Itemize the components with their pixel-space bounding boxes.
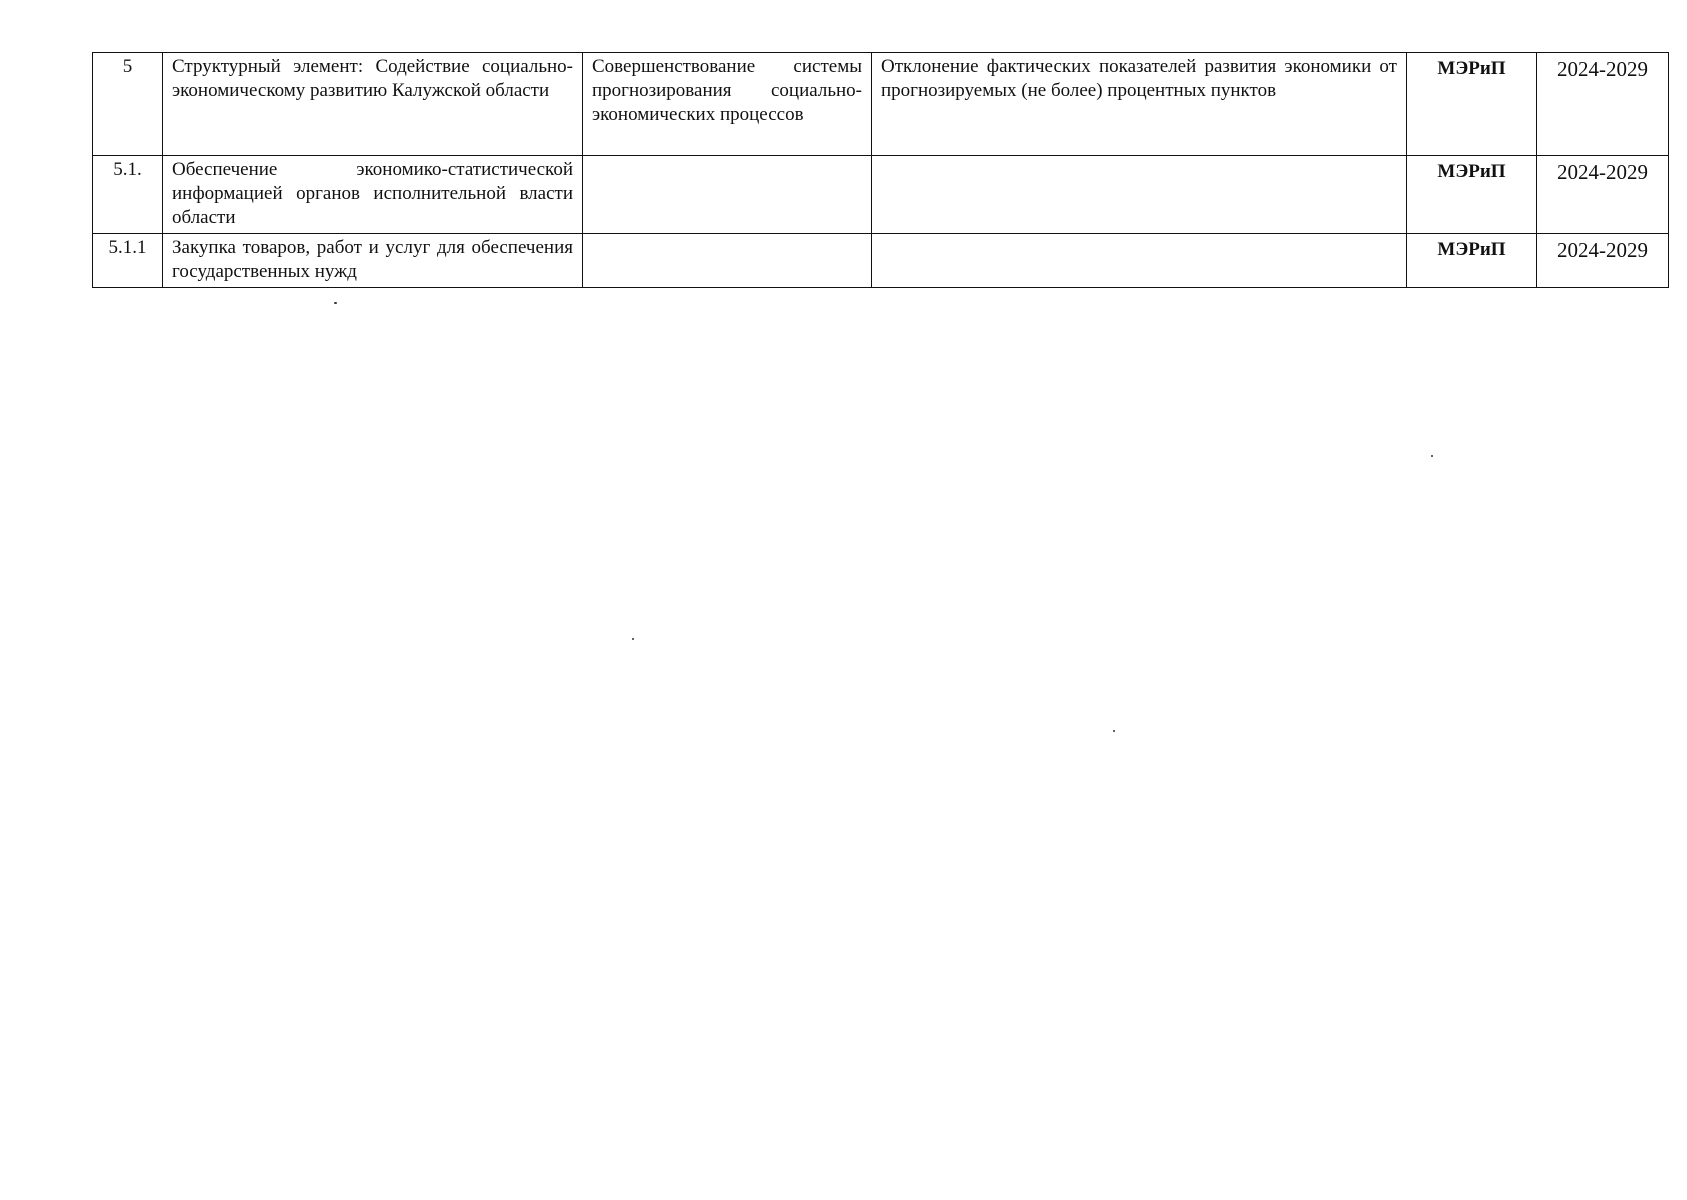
scan-speck	[334, 302, 337, 304]
task-cell: Совершенствование системы прогнозирования социально-экономических процессов	[583, 53, 872, 156]
period-cell: 2024-2029	[1537, 53, 1669, 156]
table-row	[93, 156, 1669, 234]
table-row	[93, 234, 1669, 288]
program-activities-table	[92, 52, 1669, 288]
table-row	[93, 53, 1669, 156]
scan-speck	[1431, 455, 1433, 457]
structural-element-cell: Закупка товаров, работ и услуг для обеспечения государственных нужд	[163, 234, 583, 288]
executor-cell: МЭРиП	[1407, 53, 1537, 156]
structural-element-cell: Структурный элемент: Содействие социально-экономическому развитию Калужской области	[163, 53, 583, 156]
task-cell	[583, 156, 872, 234]
scan-speck	[632, 638, 634, 640]
row-number-cell: 5	[93, 53, 163, 156]
indicator-cell	[872, 156, 1407, 234]
executor-cell: МЭРиП	[1407, 156, 1537, 234]
row-number-cell: 5.1.	[93, 156, 163, 234]
indicator-cell	[872, 234, 1407, 288]
executor-cell: МЭРиП	[1407, 234, 1537, 288]
structural-element-cell: Обеспечение экономико-статистической информацией органов исполнительной власти области	[163, 156, 583, 234]
indicator-cell: Отклонение фактических показателей развития экономики от прогнозируемых (не более) процентных пунктов	[872, 53, 1407, 156]
scan-speck	[1113, 730, 1115, 732]
period-cell: 2024-2029	[1537, 234, 1669, 288]
task-cell	[583, 234, 872, 288]
row-number-cell: 5.1.1	[93, 234, 163, 288]
period-cell: 2024-2029	[1537, 156, 1669, 234]
